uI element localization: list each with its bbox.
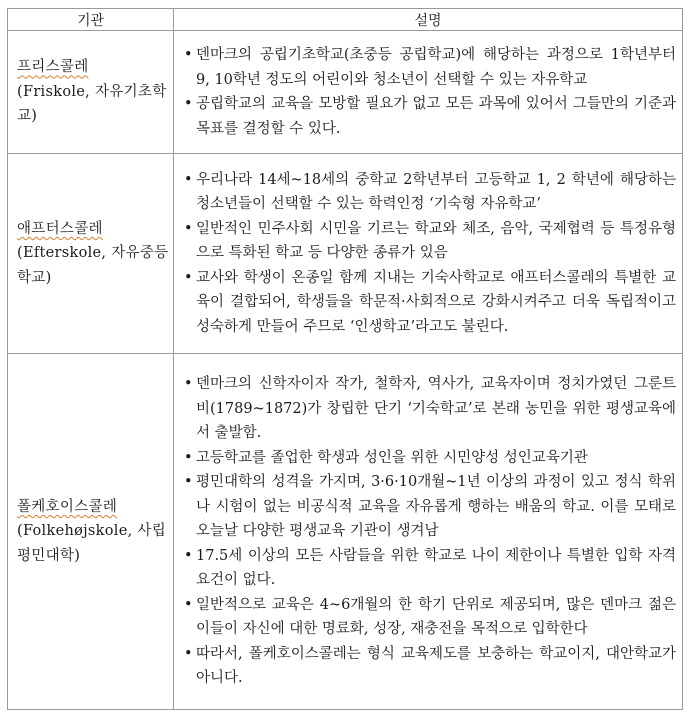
bullet-list bbox=[182, 372, 676, 691]
list-item: • 우리나라 14세~18세의 중학교 2학년부터 고등학교 1, 2 학년에 해당하는 청소년들이 선택할 수 있는 학력인정 ‘기숙형 자유학교’ bbox=[182, 168, 676, 217]
table-row bbox=[8, 354, 683, 710]
list-item: • 공립학교의 교육을 모방할 필요가 없고 모든 과목에 있어서 그들만의 기준과 목표를 결정할 수 있다. bbox=[182, 92, 676, 141]
institution-subtitle: (Friskole, 자유기초학교) bbox=[17, 83, 167, 125]
institution-subtitle: (Efterskole, 자유중등학교) bbox=[17, 245, 169, 286]
table-row bbox=[8, 154, 683, 354]
institution-cell bbox=[8, 354, 174, 710]
list-item: • 일반적으로 교육은 4~6개월의 한 학기 단위로 제공되며, 많은 덴마크 젊은이들이 자신에 대한 명료화, 성장, 재충전을 목적으로 입학한다 bbox=[182, 593, 676, 642]
list-item: • 일반적인 민주사회 시민을 기르는 학교와 체조, 음악, 국제협력 등 특정유형으로 특화된 학교 등 다양한 종류가 있음 bbox=[182, 217, 676, 266]
description-cell bbox=[174, 31, 683, 154]
bullet-list bbox=[182, 43, 676, 141]
header-description: 설명 bbox=[174, 9, 683, 31]
institution-table bbox=[7, 8, 683, 710]
institution-cell bbox=[8, 154, 174, 354]
institution-name: 애프터스콜레 bbox=[17, 220, 103, 237]
description-cell bbox=[174, 354, 683, 710]
institution-name: 폴케호이스콜레 bbox=[17, 498, 118, 515]
list-item: • 덴마크의 공립기초학교(초중등 공립학교)에 해당하는 과정으로 1학년부터 9, 10학년 정도의 어린이와 청소년이 선택할 수 있는 자유학교 bbox=[182, 43, 676, 92]
description-cell bbox=[174, 154, 683, 354]
header-row bbox=[8, 9, 683, 31]
list-item: • 고등학교를 졸업한 학생과 성인을 위한 시민양성 성인교육기관 bbox=[182, 446, 676, 471]
header-institution: 기관 bbox=[8, 9, 174, 31]
list-item: • 평민대학의 성격을 가지며, 3·6·10개월~1년 이상의 과정이 있고 정식 학위나 시험이 없는 비공식적 교육을 자유롭게 행하는 배움의 학교. 이를 모태로 오늘날 다양한 평생교육 기관이 생겨남 bbox=[182, 470, 676, 544]
institution-name: 프리스콜레 bbox=[17, 59, 89, 76]
list-item: • 따라서, 폴케호이스콜레는 형식 교육제도를 보충하는 학교이지, 대안학교가 아니다. bbox=[182, 642, 676, 691]
bullet-list bbox=[182, 168, 676, 340]
institution-cell bbox=[8, 31, 174, 154]
list-item: • 덴마크의 신학자이자 작가, 철학자, 역사가, 교육자이며 정치가였던 그룬트비(1789~1872)가 창립한 단기 ‘기숙학교’로 본래 농민을 위한 평생교육에서 출발함. bbox=[182, 372, 676, 446]
institution-subtitle: (Folkehøjskole, 사립 평민대학) bbox=[17, 523, 167, 564]
list-item: • 17.5세 이상의 모든 사람들을 위한 학교로 나이 제한이나 특별한 입학 자격요건이 없다. bbox=[182, 544, 676, 593]
table-row bbox=[8, 31, 683, 154]
list-item: • 교사와 학생이 온종일 함께 지내는 기숙사학교로 애프터스콜레의 특별한 교육이 결합되어, 학생들을 학문적·사회적으로 강화시켜주고 더욱 독립적이고 성숙하게 만들어 주므로 ‘인생학교’라고도 불린다. bbox=[182, 266, 676, 340]
